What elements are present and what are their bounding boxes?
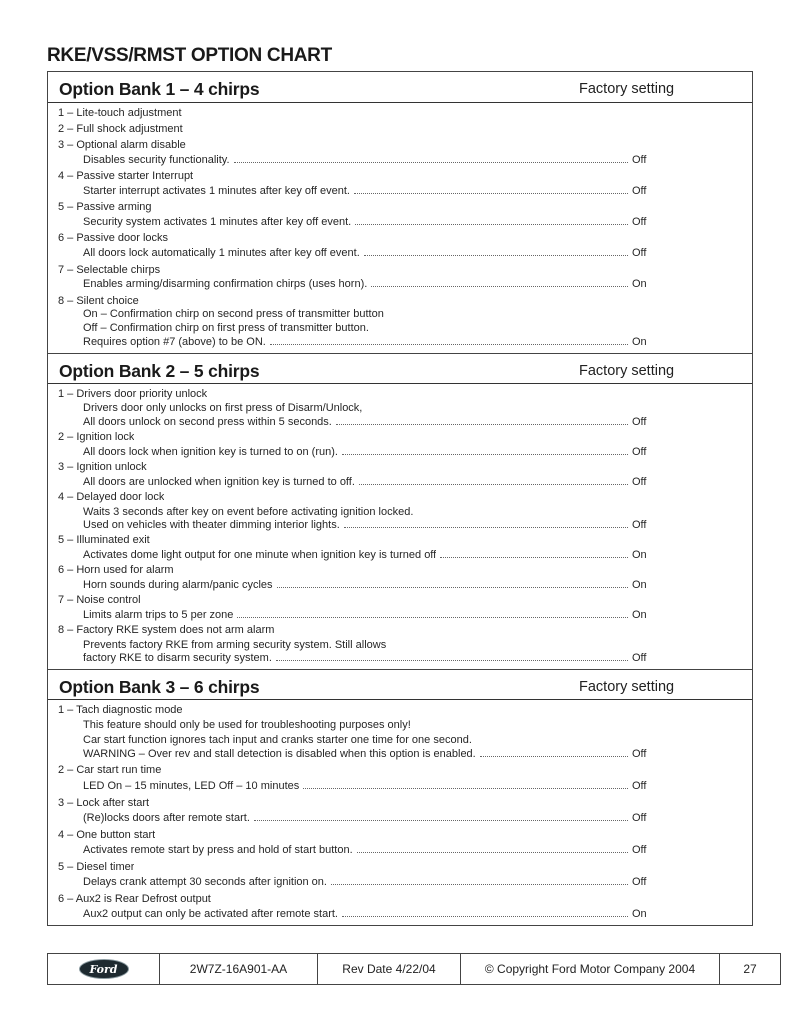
option-text: 7 – Selectable chirps	[58, 264, 161, 276]
option-text: 4 – Delayed door lock	[58, 491, 165, 503]
option-item	[58, 623, 654, 637]
option-description	[83, 215, 654, 229]
factory-setting-value: On	[632, 278, 647, 290]
option-text: 6 – Passive door locks	[58, 232, 169, 244]
option-item	[58, 387, 654, 401]
option-item	[58, 106, 654, 120]
factory-setting-value: Off	[632, 446, 647, 458]
option-description	[83, 548, 654, 562]
dot-leader	[364, 246, 628, 256]
factory-setting-value: On	[632, 549, 647, 561]
dot-leader	[371, 277, 628, 287]
option-item	[58, 169, 654, 183]
option-text: 1 – Tach diagnostic mode	[58, 704, 183, 716]
option-item	[58, 294, 654, 308]
option-text: Disables security functionality.	[83, 154, 230, 166]
dot-leader	[357, 843, 628, 853]
option-text: 8 – Factory RKE system does not arm alarm	[58, 624, 275, 636]
dot-leader	[480, 747, 628, 757]
option-description	[83, 184, 654, 198]
option-text: 2 – Ignition lock	[58, 431, 135, 443]
option-description	[83, 843, 654, 857]
option-item	[58, 263, 654, 277]
factory-setting-value: Off	[632, 876, 647, 888]
option-item	[58, 533, 654, 547]
bank-title: Option Bank 2 – 5 chirps	[59, 361, 260, 381]
factory-setting-value: Off	[632, 416, 647, 428]
footer-part-number: 2W7Z-16A901-AA	[160, 954, 318, 984]
option-description	[83, 779, 654, 793]
footer-copyright: © Copyright Ford Motor Company 2004	[461, 954, 720, 984]
dot-leader	[344, 518, 628, 528]
option-text: Horn sounds during alarm/panic cycles	[83, 579, 273, 591]
option-text: 8 – Silent choice	[58, 295, 139, 307]
footer-logo-cell	[48, 954, 160, 984]
option-text: 2 – Car start run time	[58, 764, 162, 776]
option-text: Starter interrupt activates 1 minutes after key off event.	[83, 185, 350, 197]
option-text: Requires option #7 (above) to be ON.	[83, 336, 266, 348]
option-description	[83, 733, 654, 747]
dot-leader	[355, 215, 628, 225]
option-description	[83, 811, 654, 825]
option-text: Activates remote start by press and hold of start button.	[83, 844, 353, 856]
option-text: LED On – 15 minutes, LED Off – 10 minutes	[83, 780, 300, 792]
dot-leader	[342, 907, 628, 917]
option-description	[83, 718, 654, 732]
option-description	[83, 475, 654, 489]
option-text: 4 – Passive starter Interrupt	[58, 170, 194, 182]
option-item	[58, 460, 654, 474]
option-text: Used on vehicles with theater dimming interior lights.	[83, 519, 340, 531]
factory-setting-label: Factory setting	[579, 81, 675, 97]
dot-leader	[277, 578, 628, 588]
option-text: Aux2 output can only be activated after remote start.	[83, 908, 338, 920]
factory-setting-value: On	[632, 908, 647, 920]
option-text: All doors lock automatically 1 minutes after key off event.	[83, 247, 360, 259]
option-item	[58, 703, 654, 717]
dot-leader	[303, 779, 628, 789]
option-chart	[47, 71, 753, 926]
option-text: Off – Confirmation chirp on first press of transmitter button.	[83, 322, 369, 334]
option-item	[58, 892, 654, 906]
factory-setting-value: Off	[632, 216, 647, 228]
option-description	[83, 335, 654, 349]
option-item	[58, 231, 654, 245]
option-text: 1 – Drivers door priority unlock	[58, 388, 208, 400]
option-text: Car start function ignores tach input and cranks starter one time for one second.	[83, 734, 472, 746]
option-text: 5 – Illuminated exit	[58, 534, 150, 546]
option-item	[58, 490, 654, 504]
dot-leader	[237, 608, 628, 618]
option-item	[58, 860, 654, 874]
factory-setting-value: Off	[632, 247, 647, 259]
document-title: RKE/VSS/RMST OPTION CHART	[47, 45, 332, 66]
option-item	[58, 122, 654, 136]
dot-leader	[331, 875, 628, 885]
dot-leader	[336, 415, 628, 425]
option-text: 1 – Lite-touch adjustment	[58, 107, 182, 119]
option-description	[83, 445, 654, 459]
option-description	[83, 747, 654, 761]
factory-setting-value: Off	[632, 748, 647, 760]
dot-leader	[270, 335, 628, 345]
factory-setting-value: On	[632, 336, 647, 348]
option-description	[83, 638, 654, 652]
option-description	[83, 401, 654, 415]
option-text: 3 – Optional alarm disable	[58, 139, 186, 151]
option-description	[83, 578, 654, 592]
option-description	[83, 907, 654, 921]
option-text: WARNING – Over rev and stall detection is disabled when this option is enabled.	[83, 748, 476, 760]
factory-setting-value: Off	[632, 844, 647, 856]
factory-setting-value: Off	[632, 780, 647, 792]
option-text: 2 – Full shock adjustment	[58, 123, 183, 135]
option-text: Security system activates 1 minutes after key off event.	[83, 216, 352, 228]
factory-setting-value: Off	[632, 185, 647, 197]
option-text: 7 – Noise control	[58, 594, 141, 606]
option-item	[58, 763, 654, 777]
factory-setting-value: Off	[632, 652, 647, 664]
option-text: Enables arming/disarming confirmation chirps (uses horn).	[83, 278, 368, 290]
dot-leader	[254, 811, 628, 821]
option-text: 4 – One button start	[58, 829, 156, 841]
option-description	[83, 153, 654, 167]
factory-setting-value: On	[632, 609, 647, 621]
option-description	[83, 246, 654, 260]
dot-leader	[276, 651, 628, 661]
dot-leader	[354, 184, 628, 194]
factory-setting-value: Off	[632, 154, 647, 166]
bank-title: Option Bank 1 – 4 chirps	[59, 79, 260, 99]
option-text: On – Confirmation chirp on second press of transmitter button	[83, 308, 384, 320]
option-text: 5 – Diesel timer	[58, 861, 135, 873]
dot-leader	[342, 445, 628, 455]
option-text: Activates dome light output for one minute when ignition key is turned off	[83, 549, 437, 561]
factory-setting-value: Off	[632, 812, 647, 824]
bank-header-1	[48, 72, 752, 103]
option-item	[58, 430, 654, 444]
option-text: This feature should only be used for troubleshooting purposes only!	[83, 719, 411, 731]
ford-logo-icon: Ford	[79, 959, 129, 979]
option-description	[83, 321, 654, 335]
option-description	[83, 875, 654, 889]
option-description	[83, 277, 654, 291]
bank-header-2	[48, 353, 752, 384]
option-description	[83, 415, 654, 429]
option-item	[58, 563, 654, 577]
dot-leader	[359, 475, 628, 485]
footer-page-number: 27	[743, 962, 757, 976]
factory-setting-label: Factory setting	[579, 363, 675, 379]
option-text: Prevents factory RKE from arming security system. Still allows	[83, 639, 387, 651]
bank-title: Option Bank 3 – 6 chirps	[59, 677, 260, 697]
option-text: 3 – Lock after start	[58, 797, 150, 809]
option-text: 6 – Aux2 is Rear Defrost output	[58, 893, 211, 905]
option-item	[58, 200, 654, 214]
factory-setting-value: Off	[632, 519, 647, 531]
factory-setting-value: On	[632, 579, 647, 591]
option-description	[83, 608, 654, 622]
option-description	[83, 505, 654, 519]
option-item	[58, 796, 654, 810]
factory-setting-label: Factory setting	[579, 679, 675, 695]
option-text: Limits alarm trips to 5 per zone	[83, 609, 234, 621]
option-item	[58, 828, 654, 842]
page-footer	[47, 953, 781, 985]
option-description	[83, 651, 654, 665]
option-text: 5 – Passive arming	[58, 201, 152, 213]
option-item	[58, 593, 654, 607]
option-text: factory RKE to disarm security system.	[83, 652, 272, 664]
footer-rev-date: Rev Date 4/22/04	[318, 954, 461, 984]
option-text: 3 – Ignition unlock	[58, 461, 147, 473]
option-text: All doors are unlocked when ignition key is turned to off.	[83, 476, 355, 488]
option-text: All doors unlock on second press within 5 seconds.	[83, 416, 332, 428]
dot-leader	[440, 548, 628, 558]
option-text: Delays crank attempt 30 seconds after ignition on.	[83, 876, 327, 888]
factory-setting-value: Off	[632, 476, 647, 488]
option-item	[58, 138, 654, 152]
option-text: Drivers door only unlocks on first press of Disarm/Unlock,	[83, 402, 363, 414]
option-description	[83, 518, 654, 532]
option-text: All doors lock when ignition key is turned to on (run).	[83, 446, 338, 458]
option-text: Waits 3 seconds after key on event before activating ignition locked.	[83, 506, 414, 518]
option-text: (Re)locks doors after remote start.	[83, 812, 250, 824]
option-text: 6 – Horn used for alarm	[58, 564, 174, 576]
dot-leader	[234, 153, 628, 163]
option-description	[83, 307, 654, 321]
bank-header-3	[48, 669, 752, 700]
